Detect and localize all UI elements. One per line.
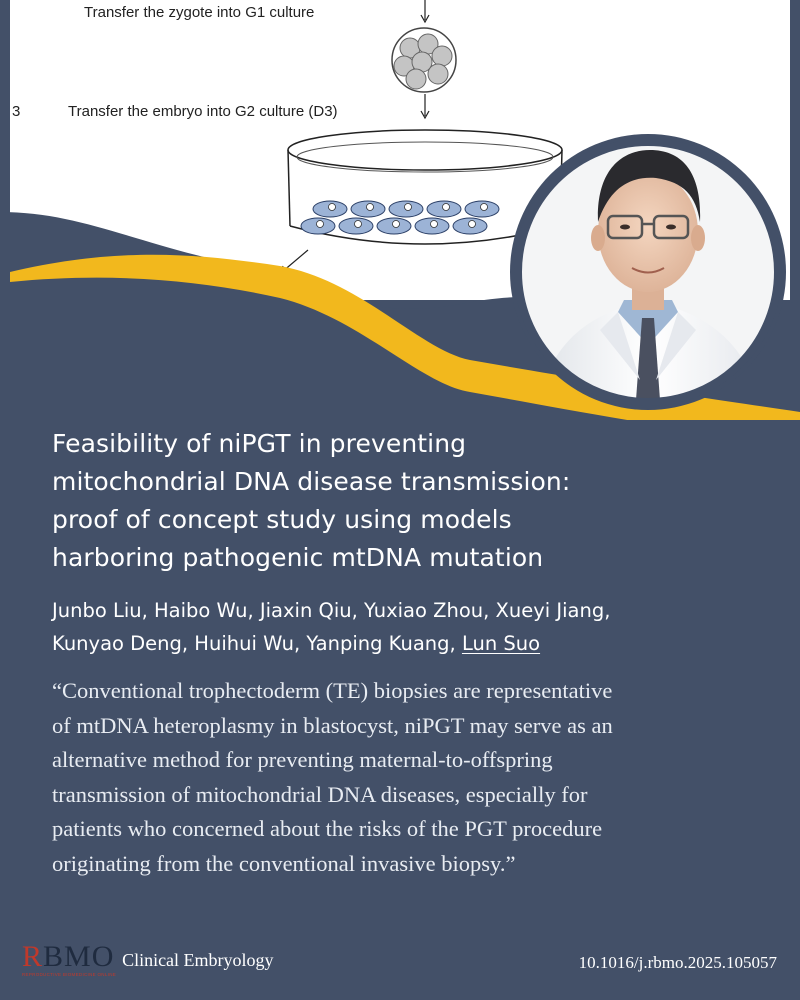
logo-letters: BMO	[43, 940, 115, 973]
quote-line: “Conventional trophectoderm (TE) biopsies are representative	[52, 678, 613, 703]
rbmo-logo	[22, 940, 117, 977]
logo-tagline: REPRODUCTIVE BIOMEDICINE ONLINE	[22, 972, 117, 977]
logo-letter-r: R	[22, 940, 44, 973]
author-line	[52, 627, 772, 660]
quote-line: patients who concerned about the risks of the PGT procedure	[52, 816, 603, 841]
author-line: Junbo Liu, Haibo Wu, Jiaxin Qiu, Yuxiao Zhou, Xueyi Jiang,	[52, 599, 611, 622]
quote-line: alternative method for preventing maternal-to-offspring	[52, 747, 553, 772]
title-line: Feasibility of niPGT in preventing	[52, 429, 467, 458]
key-quote	[52, 674, 772, 881]
journal-branding	[22, 940, 274, 978]
title-line: mitochondrial DNA disease transmission:	[52, 467, 571, 496]
quote-line: originating from the conventional invasive biopsy.”	[52, 850, 516, 876]
embryo-cell-cluster	[392, 28, 456, 92]
hero-graphic	[0, 0, 800, 420]
article-title	[52, 425, 752, 577]
author-list	[52, 594, 772, 660]
figure-step-label: Transfer the embryo into G2 culture (D3)	[68, 103, 338, 120]
quote-line: of mtDNA heteroplasmy in blastocyst, niPGT may serve as an	[52, 712, 613, 738]
title-line: proof of concept study using models	[52, 505, 512, 534]
journal-section: Clinical Embryology	[122, 950, 274, 970]
figure-step-prev-label: Transfer the zygote into G1 culture	[84, 4, 315, 21]
doi: 10.1016/j.rbmo.2025.105057	[578, 953, 777, 972]
quote-line: transmission of mitochondrial DNA diseases, especially for	[52, 781, 588, 807]
microdrops-row-2	[301, 218, 487, 234]
author-line-prefix: Kunyao Deng, Huihui Wu, Yanping Kuang,	[52, 632, 462, 655]
figure-step-number: 3	[12, 103, 21, 120]
corresponding-author: Lun Suo	[461, 632, 541, 655]
title-line: harboring pathogenic mtDNA mutation	[52, 543, 544, 572]
microdrops-row-1	[313, 201, 499, 217]
